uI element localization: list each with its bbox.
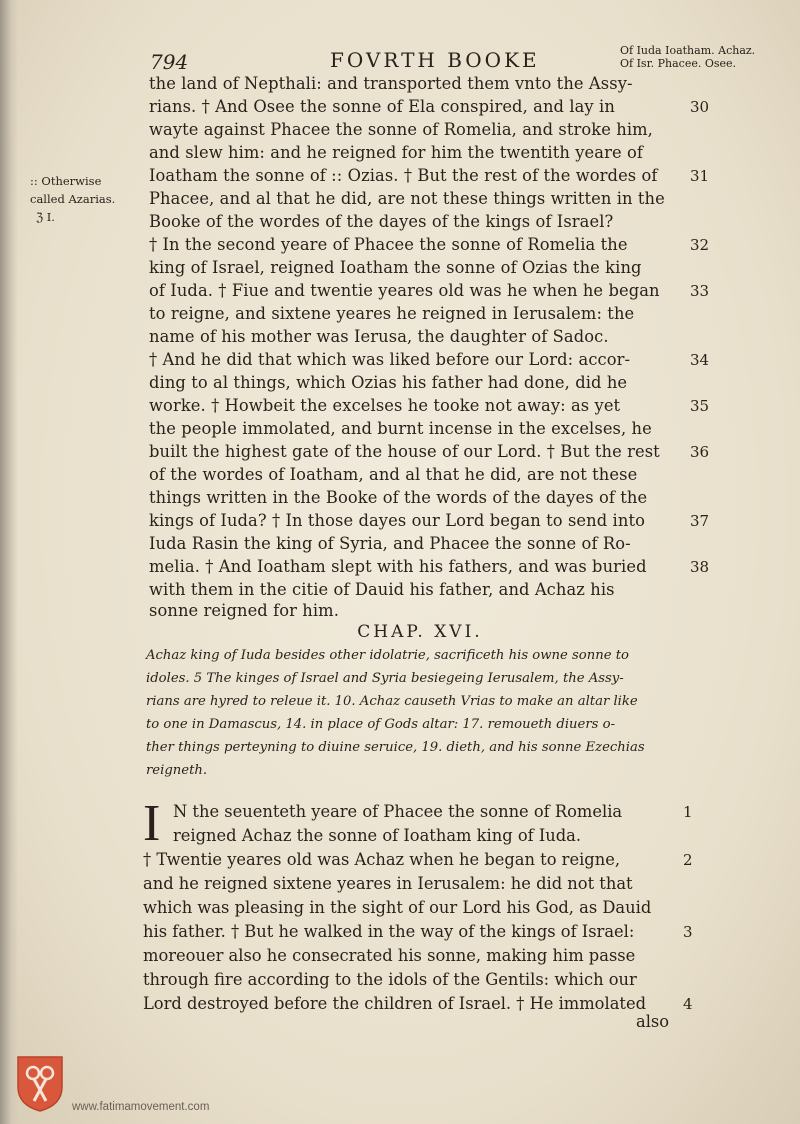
text-line: ding to al things, which Ozias his father had done, did he [149,373,628,392]
page-header [0,42,800,76]
text-line: wayte against Phacee the sonne of Romelia, and stroke him, [149,120,653,139]
verse-number: 33 [690,282,710,300]
text-line: rians. † And Osee the sonne of Ela conspired, and lay in [149,97,615,116]
text-line: of Iuda. † Fiue and twentie yeares old was he when he began [149,281,660,300]
verse-number: 34 [690,351,710,369]
verse-number: 37 [690,512,710,530]
text-line: † Twentie yeares old was Achaz when he began to reigne, [143,850,621,869]
text-line: of the wordes of Ioatham, and al that he did, are not these [149,465,638,484]
verse-number: 3 [683,923,693,941]
argument-line: rians are hyred to releue it. 10. Achaz causeth Vrias to make an altar like [146,694,638,709]
text-line: and slew him: and he reigned for him the twentith yeare of [149,143,643,162]
text-line: moreouer also he consecrated his sonne, making him passe [143,946,636,965]
text-line: through fire according to the idols of the Gentils: which our [143,970,637,989]
verse-number: 36 [690,443,710,461]
argument-line: idoles. 5 The kinges of Israel and Syria besiegeing Ierusalem, the Assy- [146,671,624,686]
text-line: melia. † And Ioatham slept with his fathers, and was buried [149,557,647,576]
text-line: to reigne, and sixtene yeares he reigned in Ierusalem: the [149,304,635,323]
drop-cap: I [143,795,161,852]
chapter-heading: CHAP. XVI. [357,622,483,642]
verse-number: 1 [683,803,693,821]
margin-note-line: called Azarias. [30,192,116,206]
text-line: N the seuenteth yeare of Phacee the sonne of Romelia [173,802,623,821]
argument-line: Achaz king of Iuda besides other idolatrie, sacrificeth his owne sonne to [146,648,629,663]
text-line: the people immolated, and burnt incense in the excelses, he [149,419,652,438]
header-subject-israel: Of Isr. Phacee. Osee. [620,57,737,70]
verse-number: 38 [690,558,710,576]
text-line: with them in the citie of Dauid his father, and Achaz his [149,580,615,599]
margin-note-line: ℨ I. [36,210,55,224]
verse-number: 35 [690,397,710,415]
verse-number: 30 [690,98,710,116]
text-line: reigned Achaz the sonne of Ioatham king of Iuda. [173,826,582,845]
text-line: † And he did that which was liked before our Lord: accor- [149,350,631,369]
verse-number: 2 [683,851,693,869]
text-line: Booke of the wordes of the dayes of the kings of Israel? [149,212,614,231]
header-subjects [620,44,755,70]
text-line: Lord destroyed before the children of Israel. † He immolated [143,994,647,1013]
text-line: Ioatham the sonne of :: Ozias. † But the rest of the wordes of [149,166,658,185]
margin-note [30,172,115,226]
fatima-logo-icon [14,1053,66,1113]
text-line: things written in the Booke of the words of the dayes of the [149,488,648,507]
catchword: also [636,1012,670,1031]
argument-line: reigneth. [146,763,208,778]
header-subject-iuda: Of Iuda Ioatham. Achaz. [620,44,756,57]
page-number: 794 [150,50,189,74]
verse-number: 4 [683,995,693,1013]
verse-number: 32 [690,236,710,254]
text-line: built the highest gate of the house of our Lord. † But the rest [149,442,660,461]
website-link[interactable]: www.fatimamovement.com [72,1101,210,1113]
text-line: and he reigned sixtene yeares in Ierusalem: he did not that [143,874,633,893]
text-line: kings of Iuda? † In those dayes our Lord began to send into [149,511,645,530]
text-line: sonne reigned for him. [149,601,339,620]
text-line: name of his mother was Ierusa, the daughter of Sadoc. [149,327,609,346]
text-line: the land of Nepthali: and transported them vnto the Assy- [149,74,633,93]
text-line: his father. † But he walked in the way of the kings of Israel: [143,922,635,941]
text-line: king of Israel, reigned Ioatham the sonne of Ozias the king [149,258,642,277]
page-edge-shadow [0,0,18,1124]
text-line: Phacee, and al that he did, are not these things written in the [149,189,665,208]
argument-line: ther things perteyning to diuine seruice, 19. dieth, and his sonne Ezechias [146,740,645,755]
text-line: which was pleasing in the sight of our Lord his God, as Dauid [143,898,652,917]
text-line: Iuda Rasin the king of Syria, and Phacee the sonne of Ro- [149,534,631,553]
verse-number: 31 [690,167,710,185]
text-line: worke. † Howbeit the excelses he tooke not away: as yet [149,396,621,415]
running-title: FOVRTH BOOKE [330,48,540,72]
argument-line: to one in Damascus, 14. in place of Gods altar: 17. remoueth diuers o- [146,717,616,732]
text-line: † In the second yeare of Phacee the sonne of Romelia the [149,235,628,254]
margin-note-line: :: Otherwise [30,174,102,188]
